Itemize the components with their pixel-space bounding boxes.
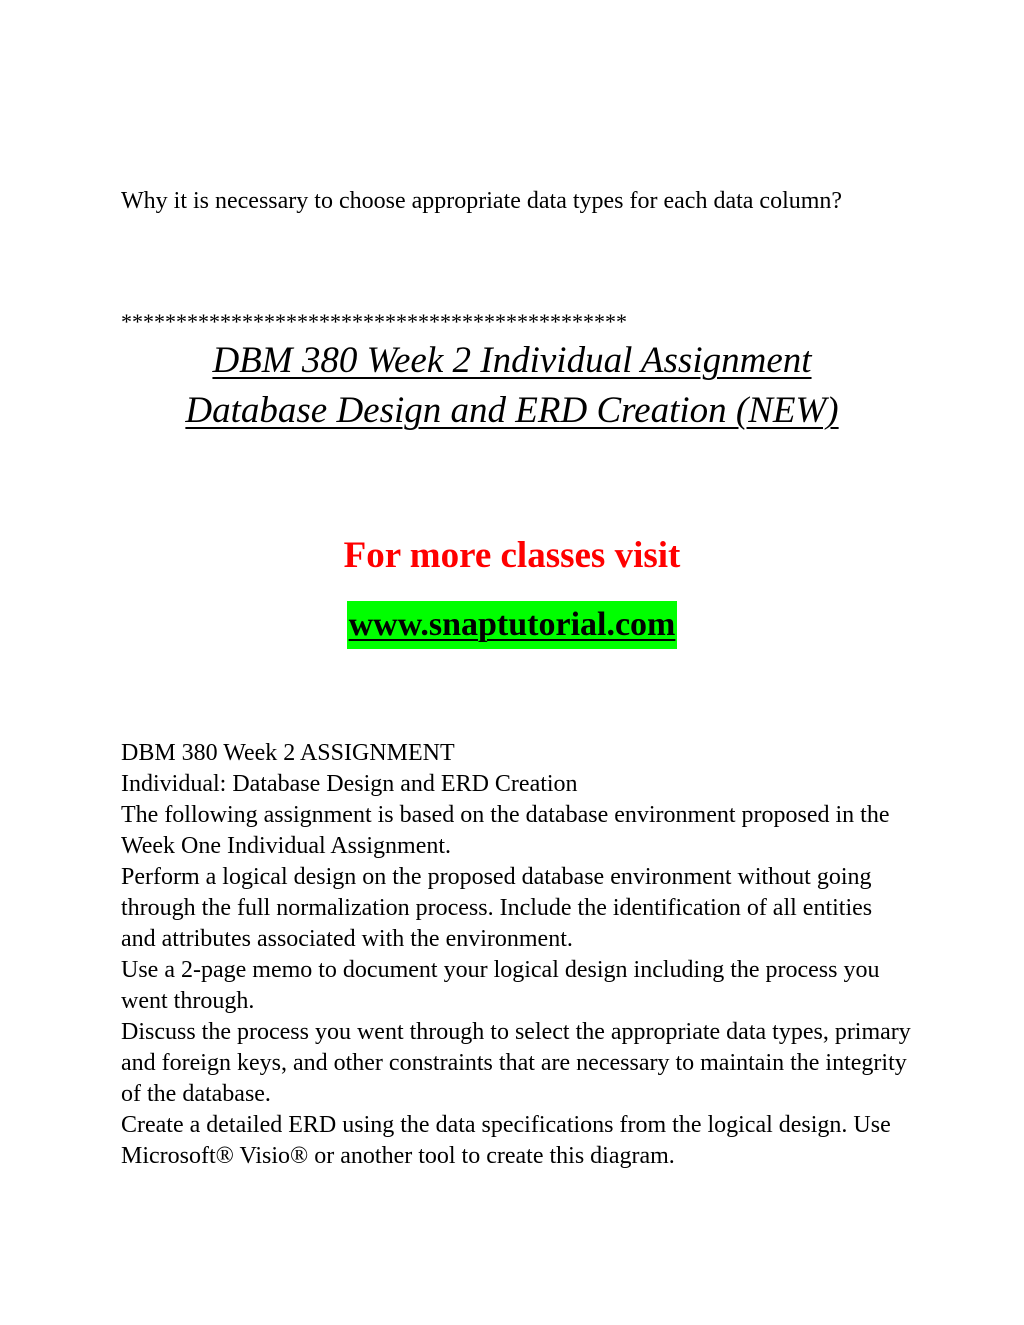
body-paragraph: Use a 2-page memo to document your logical design including the process you went through. (121, 957, 880, 1014)
body-paragraph: Discuss the process you went through to select the appropriate data types, primary and foreign keys, and other constraints that are necessary to maintain the integrity of the database. (121, 1019, 911, 1107)
title-line-1: DBM 380 Week 2 Individual Assignment (212, 340, 812, 381)
body-paragraph: The following assignment is based on the database environment proposed in the Week One Individual Assignment. (121, 802, 890, 859)
snaptutorial-link[interactable]: www.snaptutorial.com (347, 601, 678, 649)
body-paragraph: Create a detailed ERD using the data specifications from the logical design. Use Microsoft® Visio® or another tool to create this diagram. (121, 1112, 891, 1169)
body-paragraph: Perform a logical design on the proposed database environment without going through the full normalization process. Include the identification of all entities and attributes associated with the environment. (121, 864, 873, 952)
promo-text: For more classes visit (343, 535, 681, 576)
body-paragraph-subheading: Individual: Database Design and ERD Creation (121, 771, 578, 797)
title-line-2: Database Design and ERD Creation (NEW) (185, 390, 839, 431)
promo-link-wrapper (0, 601, 1024, 649)
intro-question: Why it is necessary to choose appropriate data types for each data column? (121, 188, 843, 214)
body-paragraph-heading: DBM 380 Week 2 ASSIGNMENT (121, 740, 455, 766)
assignment-title (0, 336, 1024, 436)
asterisk-separator: ********************************************** (121, 309, 627, 334)
assignment-body (121, 738, 911, 1172)
